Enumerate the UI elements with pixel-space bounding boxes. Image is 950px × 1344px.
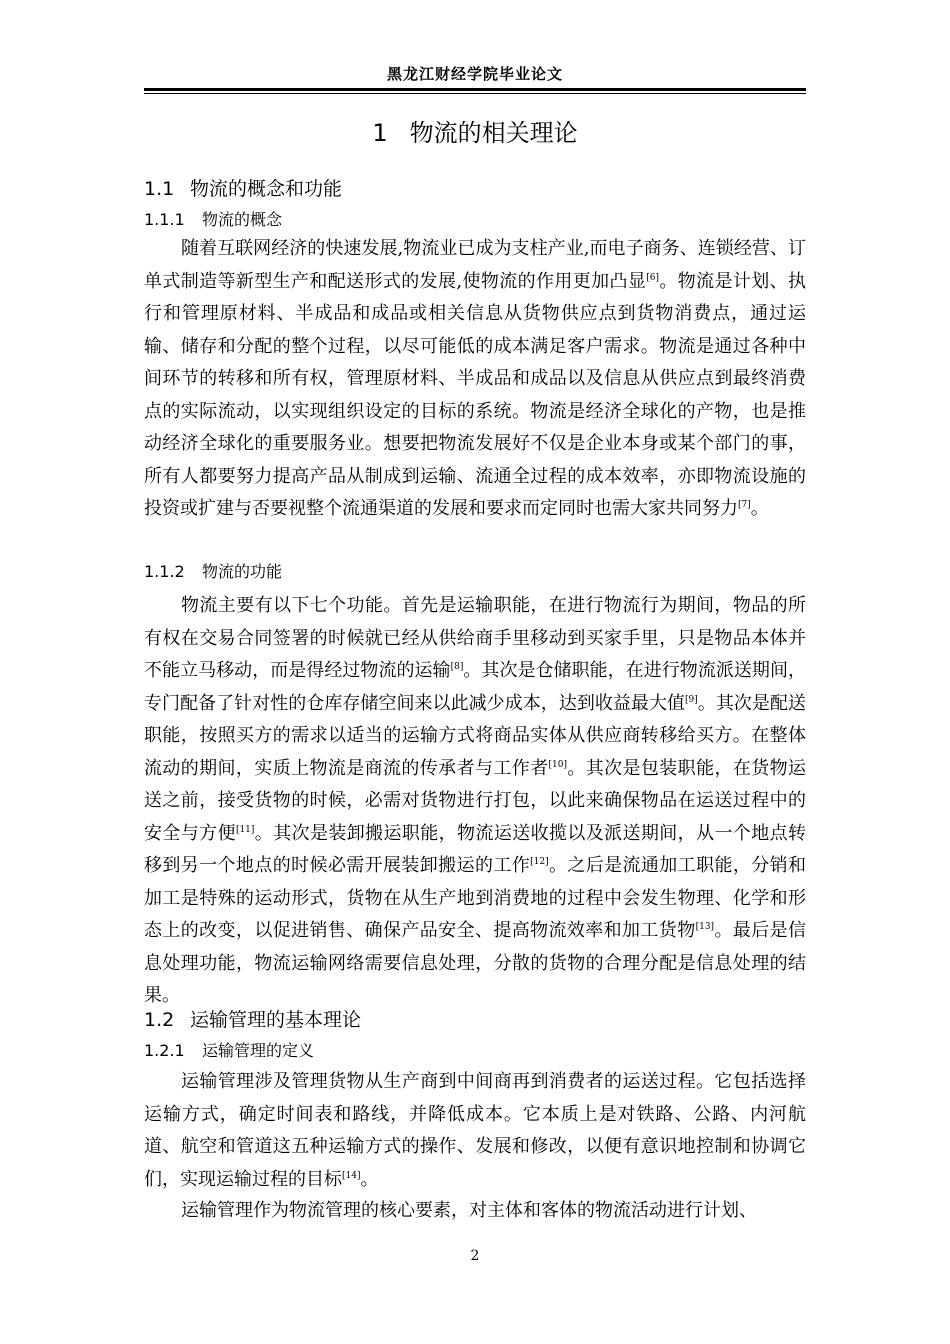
paragraph-text: 。其次是配送职能，按照买方的需求以适当的运输方式将商品实体从供应商转移给买方。在整体流动的期间，实质上物流是商流的传承者与工作者: [144, 692, 807, 779]
citation-ref: [12]: [530, 857, 549, 867]
paragraph-text: 。: [750, 498, 769, 519]
citation-ref: [7]: [738, 500, 751, 510]
paragraph-text: 。之后是流通加工职能，分销和加工是特殊的运动形式，货物在从生产地到消费地的过程中会发生物理、化学和形态上的改变，以促进销售、确保产品安全、提高物流效率和加工货物: [144, 855, 806, 941]
paragraph-text: 随着互联网经济的快速发展,物流业已成为支柱产业,而电子商务、连锁经营、订单式制造等新型生产和配送形式的发展,使物流的作用更加凸显: [144, 238, 806, 292]
paragraph-text: 。物流是计划、执行和管理原材料、半成品和成品或相关信息从货物供应点到货物消费点，通过运输、储存和分配的整个过程，以尽可能低的成本满足客户需求。物流是通过各种中间环节的转移和所有权，管理原材料、半成品和成品以及信息从供应点到最终消费点的实际流动，以实现组织设定的目标的系统。物流是经济全球化的产物，也是推动经济全球化的重要服务业。想要把物流发展好不仅是企业本身或某个部门的事，所有人都要努力提高产品从制成到运输、流通全过程的成本效率，亦即物流设施的投资或扩建与否要视整个流通渠道的发展和要求而定同时也需大家共同努力: [144, 270, 806, 519]
citation-ref: [13]: [695, 922, 715, 932]
paragraph-text: 。最后是信息处理功能，物流运输网络需要信息处理，分散的货物的合理分配是信息处理的结果。: [144, 920, 807, 1006]
paragraph-text: 。其次是装卸搬运职能，物流运送收揽以及派送期间，从一个地点转移到另一个地点的时候必需开展装卸搬运的工作: [144, 822, 807, 876]
paragraph-logistics-functions: [144, 590, 806, 1013]
section-title: 运输管理的基本理论: [190, 1009, 362, 1031]
subsection-number: 1.1.2: [144, 562, 185, 581]
subsection-number: 1.2.1: [144, 1041, 185, 1060]
citation-ref: [11]: [235, 824, 255, 835]
section-heading-1-2: [144, 1007, 361, 1033]
citation-ref: [10]: [548, 759, 567, 770]
paragraph-text: 。: [360, 1168, 379, 1190]
citation-ref: [6]: [646, 272, 659, 283]
header-rule-thick: [144, 88, 806, 91]
subsection-title: 运输管理的定义: [202, 1041, 315, 1060]
chapter-number: 1: [372, 119, 388, 147]
paragraph-text: 。其次是包装职能，在货物运送之前，接受货物的时候，必需对货物进行打包，以此来确保物品在运送过程中的安全与方便: [144, 757, 807, 844]
section-title: 物流的概念和功能: [190, 178, 343, 200]
header-rule-thin: [144, 93, 806, 94]
subsection-heading-1-1-2: [144, 560, 282, 584]
page-number: 2: [470, 1248, 480, 1264]
subsection-title: 物流的功能: [202, 562, 283, 581]
subsection-heading-1-2-1: [144, 1039, 314, 1063]
chapter-title-text: 物流的相关理论: [409, 119, 578, 147]
paragraph-transport-core: [144, 1195, 806, 1228]
citation-ref: [9]: [685, 694, 698, 705]
paragraph-text: 运输管理作为物流管理的核心要素，对主体和客体的物流活动进行计划、: [181, 1200, 757, 1221]
chapter-title: [144, 116, 806, 150]
citation-ref: [14]: [342, 1170, 361, 1181]
subsection-heading-1-1-1: [144, 208, 282, 232]
running-header: 黑龙江财经学院毕业论文: [386, 65, 563, 83]
paragraph-text: 运输管理涉及管理货物从生产商到中间商再到消费者的运送过程。它包括选择运输方式，确定时间表和路线，并降低成本。它本质上是对铁路、公路、内河航道、航空和管道这五种运输方式的操作、发展和修改，以便有意识地控制和协调它们，实现运输过程的目标: [144, 1071, 806, 1190]
citation-ref: [8]: [450, 662, 464, 672]
subsection-number: 1.1.1: [144, 210, 185, 229]
subsection-title: 物流的概念: [202, 210, 283, 229]
paragraph-transport-definition: [144, 1066, 806, 1196]
section-heading-1-1: [144, 176, 342, 202]
paragraph-text: 物流主要有以下七个功能。首先是运输职能，在进行物流行为期间，物品的所有权在交易合同签署的时候就已经从供给商手里移动到买家手里，只是物品本体并不能立马移动，而是得经过物流的运输: [144, 595, 806, 681]
section-number: 1.2: [144, 1009, 175, 1031]
paragraph-text: 。其次是仓储职能，在进行物流派送期间，专门配备了针对性的仓库存储空间来以此减少成本，达到收益最大值: [144, 660, 807, 714]
section-number: 1.1: [144, 178, 175, 200]
paragraph-logistics-concept: [144, 233, 806, 526]
